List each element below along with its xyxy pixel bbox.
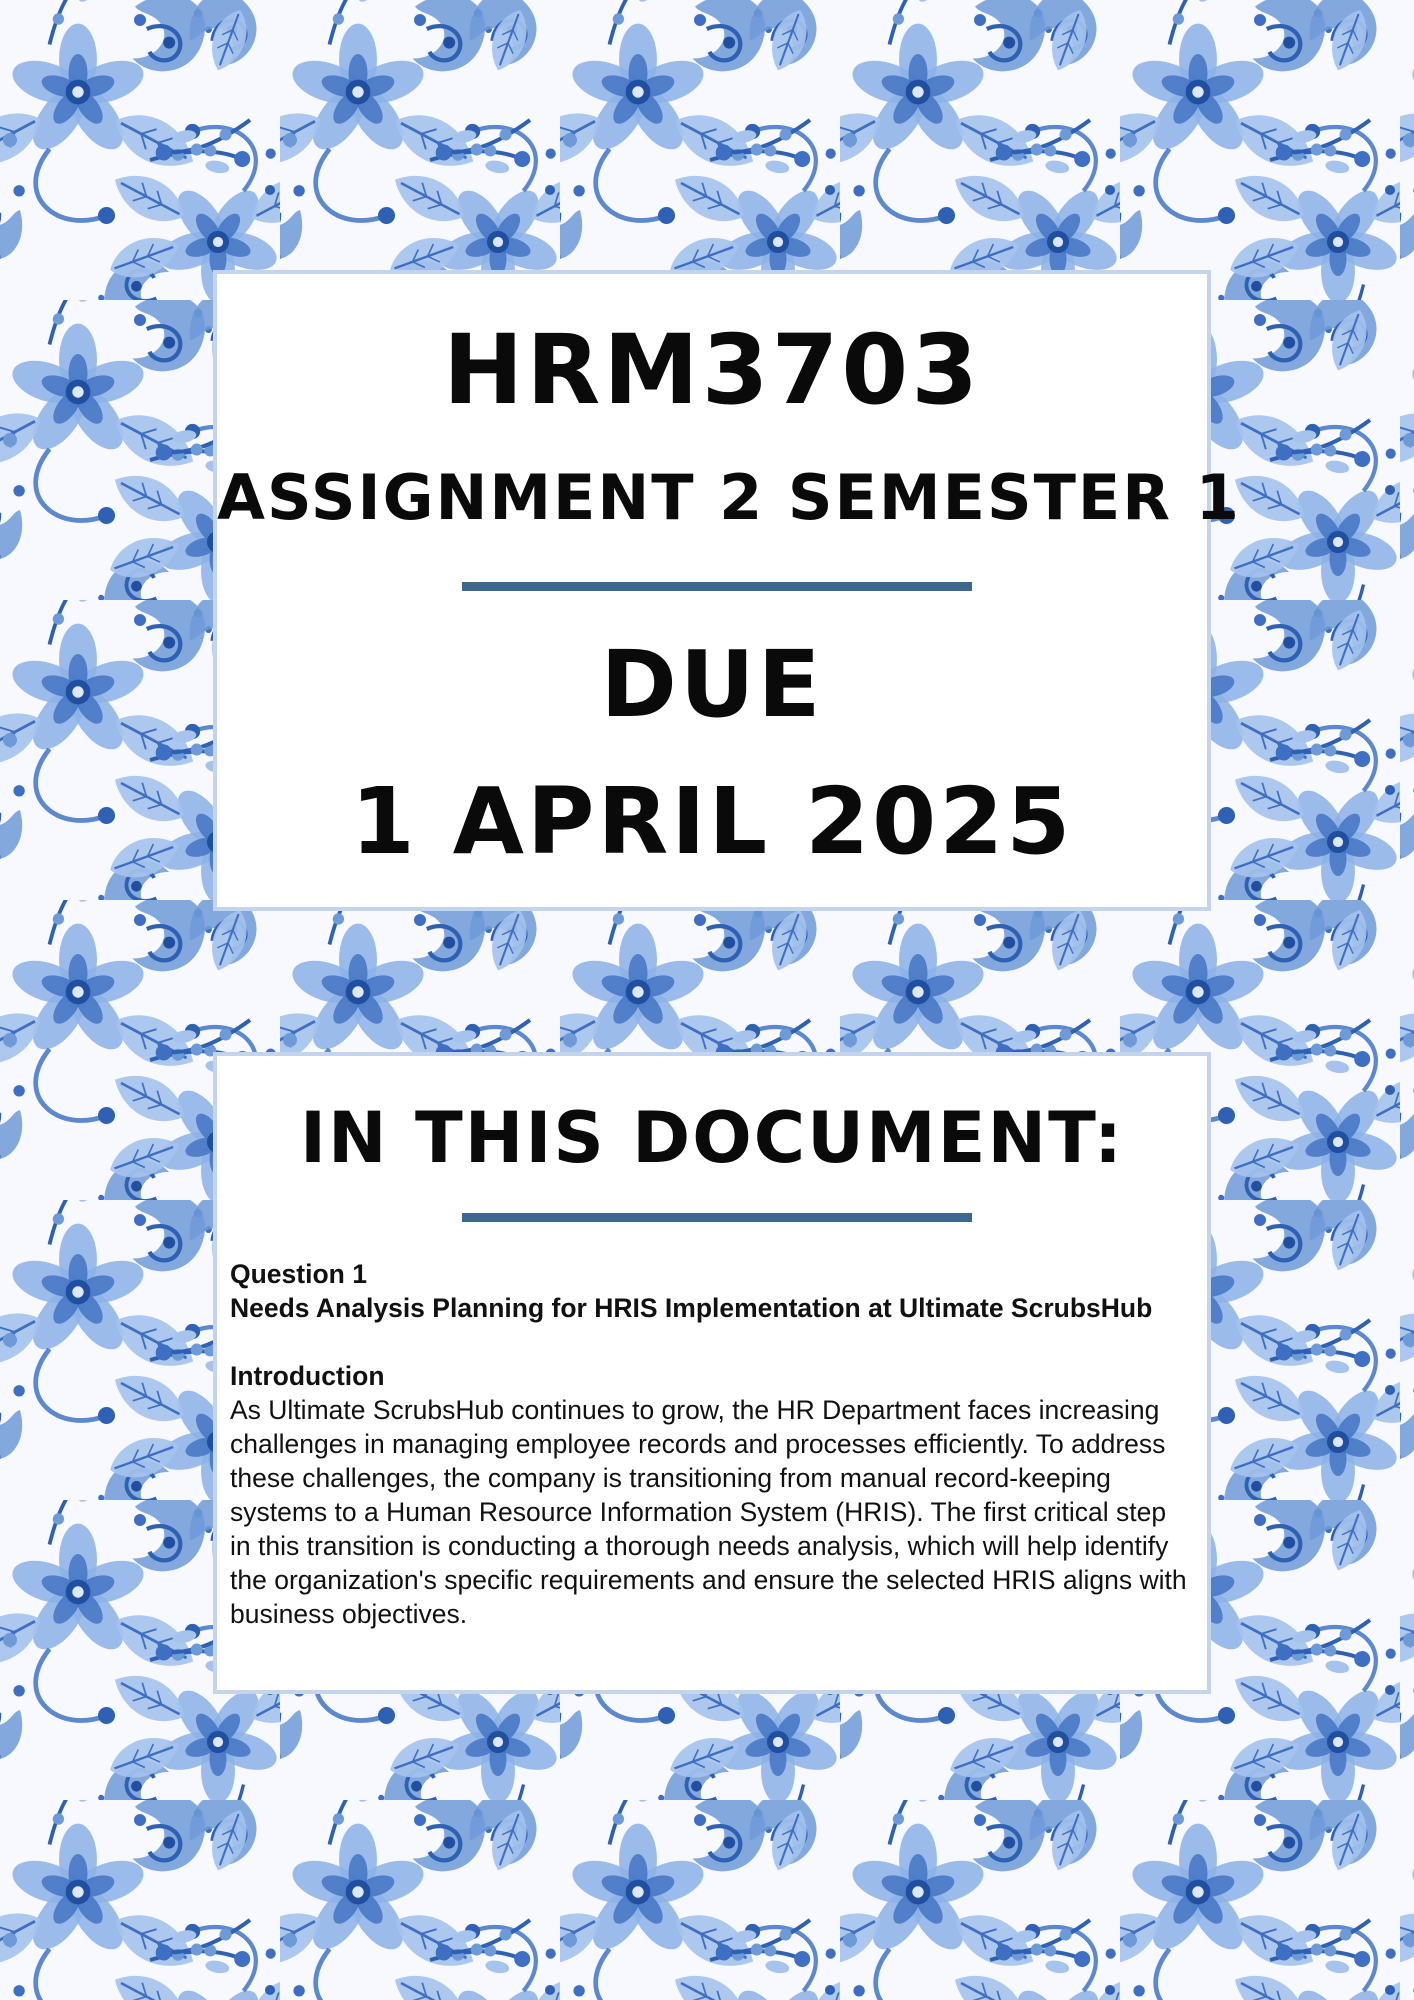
contents-body <box>230 1257 1193 1631</box>
contents-panel <box>213 1052 1211 1694</box>
question-title: Needs Analysis Planning for HRIS Implementation at Ultimate ScrubsHub <box>230 1293 1153 1323</box>
question-label: Question 1 <box>230 1259 367 1289</box>
cover-title-panel <box>213 270 1241 911</box>
assignment-title: ASSIGNMENT 2 SEMESTER 1 <box>217 461 1241 534</box>
title-divider <box>462 582 972 591</box>
due-label: DUE <box>600 631 824 738</box>
intro-heading: Introduction <box>230 1361 385 1391</box>
paragraph-gap <box>230 1325 1193 1359</box>
due-date: 1 APRIL 2025 <box>350 768 1074 875</box>
contents-divider <box>462 1213 972 1222</box>
contents-heading: IN THIS DOCUMENT: <box>300 1097 1124 1179</box>
intro-paragraph: As Ultimate ScrubsHub continues to grow, the HR Department faces increasing challenges in managing employee records and processes efficiently. To address these challenges, the company is transitioning from manual record-keeping systems to a Human Resource Information System (HRIS). The first critical step in this transition is conducting a thorough needs analysis, which will help identify the organization's specific requirements and ensure the selected HRIS aligns with business objectives. <box>230 1395 1187 1629</box>
course-code: HRM3703 <box>443 314 981 426</box>
